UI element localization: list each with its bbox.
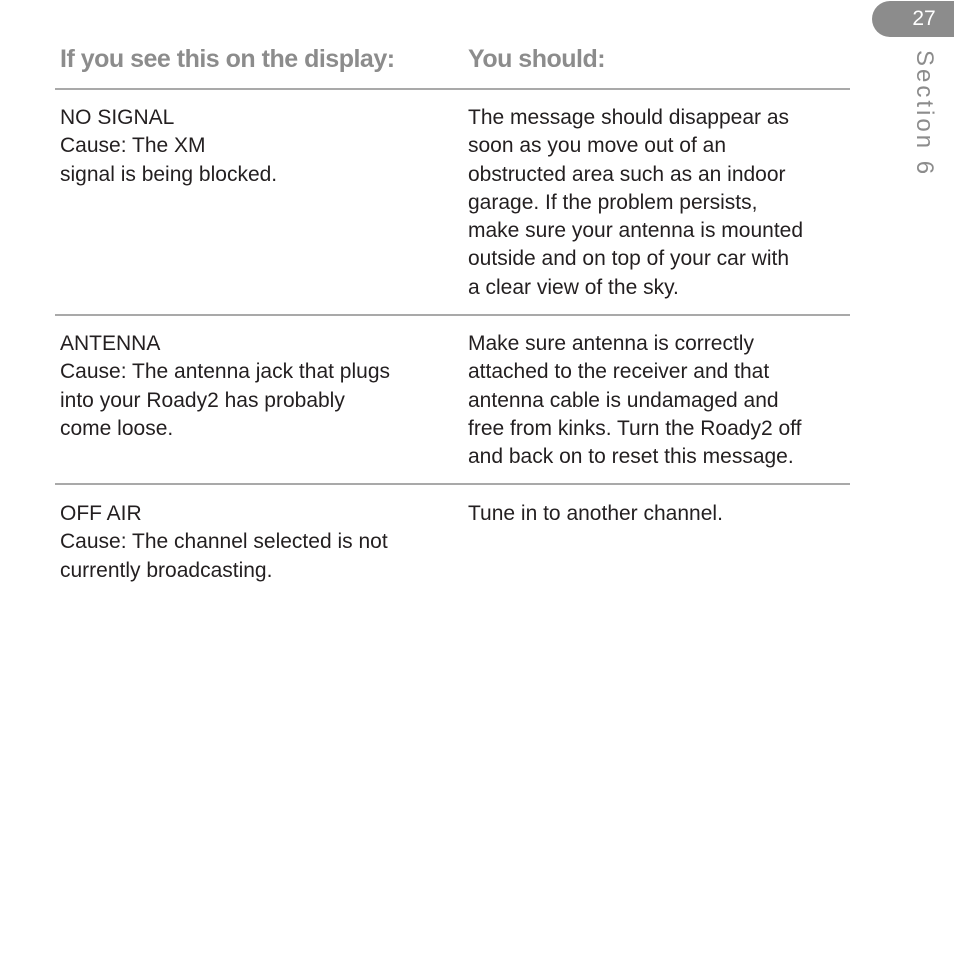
action-line: Make sure antenna is correctly [468, 332, 754, 355]
page-number: 27 [912, 7, 936, 30]
action-line: antenna cable is undamaged and [468, 388, 779, 412]
message-name: NO SIGNAL [60, 106, 175, 129]
action-line: The message should disappear as [468, 106, 790, 129]
table-row [55, 104, 850, 316]
action-line: and back on to reset this message. [468, 445, 794, 469]
cause-line: Cause: The antenna jack that plugs [60, 360, 391, 384]
action-line: attached to the receiver and that [468, 360, 770, 384]
action-line: soon as you move out of an [468, 134, 726, 158]
cause-line: signal is being blocked. [60, 162, 278, 186]
action-line: make sure your antenna is mounted [468, 219, 804, 243]
display-message-cell [60, 104, 440, 189]
display-message-cell [60, 330, 440, 443]
action-line: obstructed area such as an indoor [468, 162, 786, 186]
table-row [55, 330, 850, 485]
action-line: Tune in to another channel. [468, 502, 723, 525]
table-row [55, 500, 850, 590]
section-label: Section 6 [911, 50, 938, 178]
cause-line: into your Roady2 has probably [60, 388, 345, 412]
cause-line: currently broadcasting. [60, 558, 273, 582]
action-line: free from kinks. Turn the Roady2 off [468, 416, 802, 440]
action-cell [468, 104, 853, 302]
column-header-action: You should: [468, 45, 606, 73]
cause-line: Cause: The XM [60, 134, 206, 158]
display-message-cell [60, 500, 440, 585]
action-cell [468, 500, 853, 528]
message-name: ANTENNA [60, 332, 161, 355]
action-line: a clear view of the sky. [468, 275, 679, 299]
column-header-display: If you see this on the display: [60, 45, 395, 73]
action-line: garage. If the problem persists, [468, 190, 758, 214]
action-line: outside and on top of your car with [468, 247, 790, 271]
table-header [55, 44, 850, 90]
message-name: OFF AIR [60, 502, 142, 525]
action-cell [468, 330, 853, 471]
cause-line: Cause: The channel selected is not [60, 530, 388, 554]
cause-line: come loose. [60, 416, 174, 440]
